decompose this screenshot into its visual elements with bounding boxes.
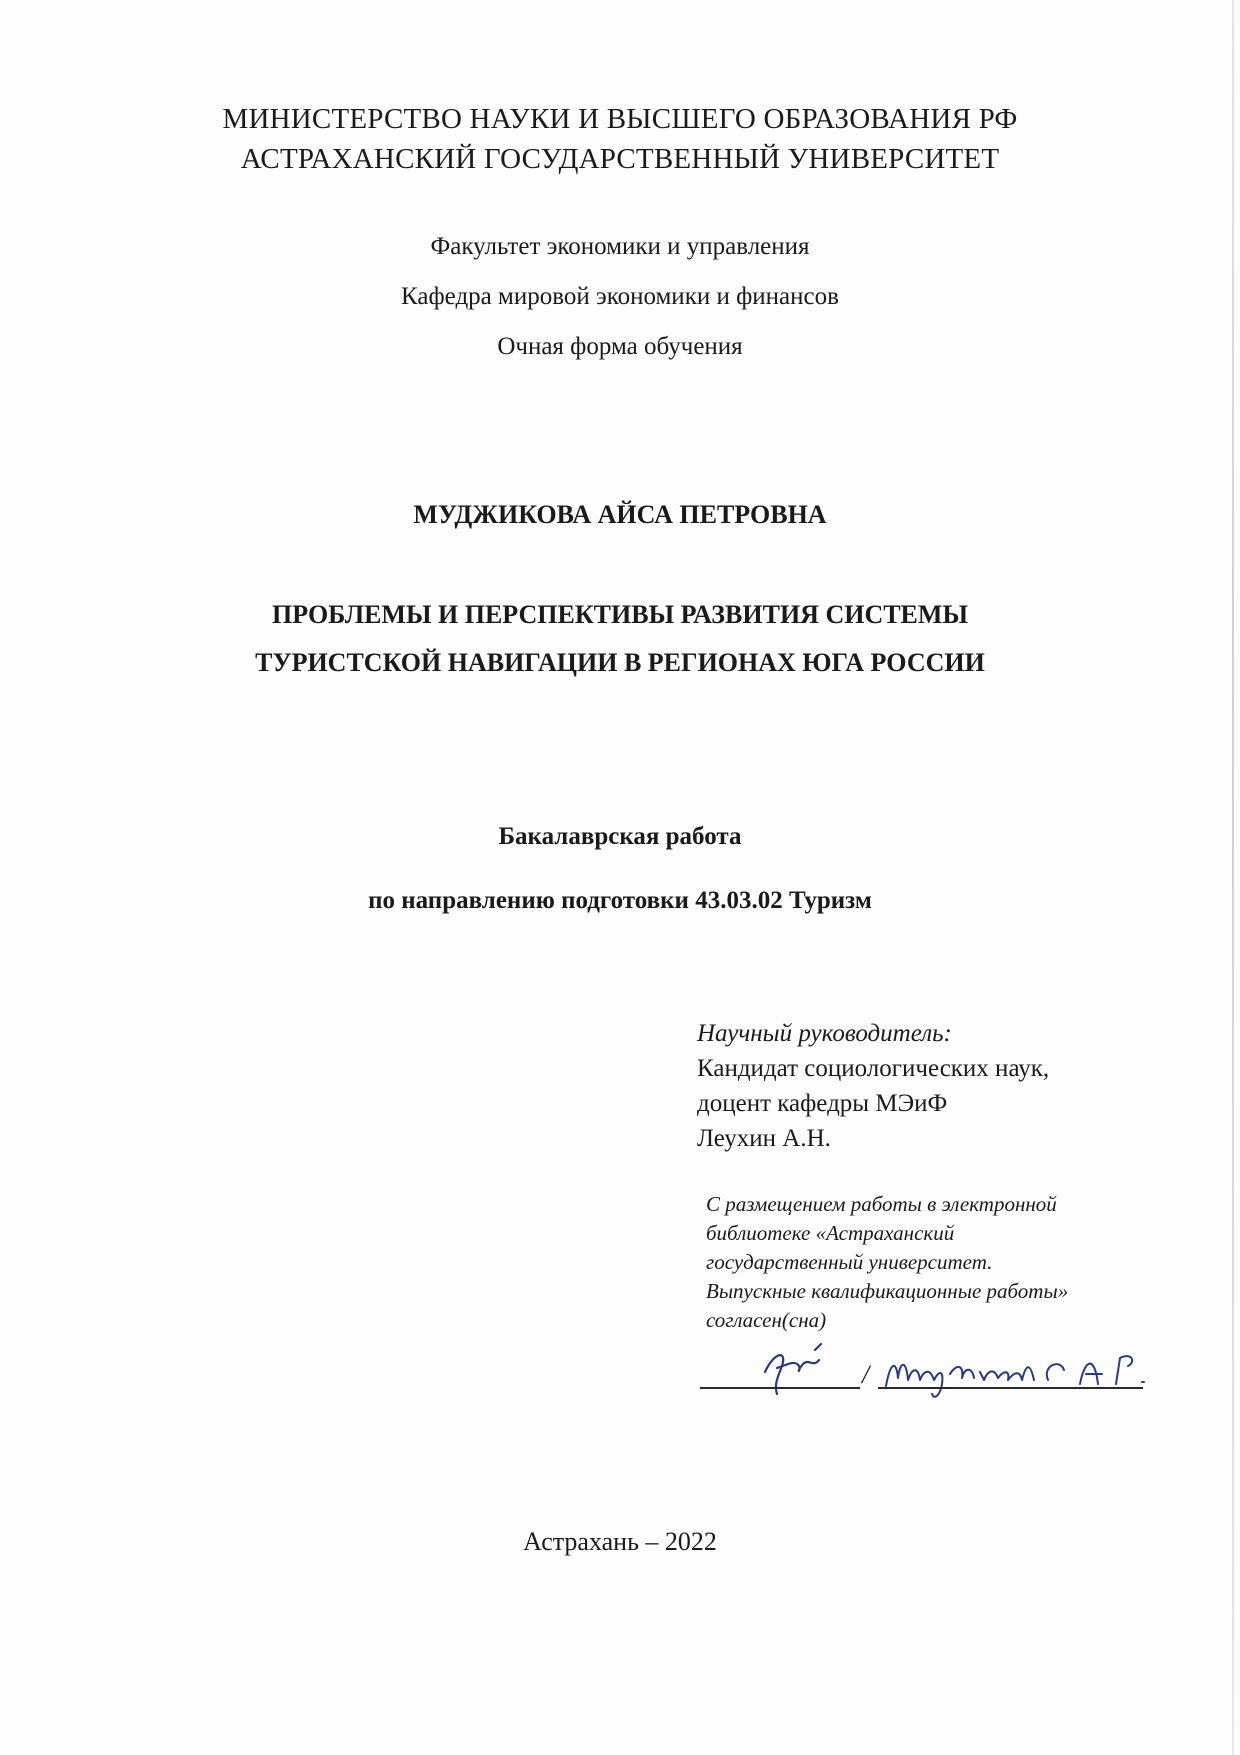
signature-area — [700, 1340, 1200, 1410]
signature-mark — [755, 1342, 835, 1405]
consent-line: Выпускные квалификационные работы» — [706, 1279, 1069, 1303]
ministry-heading: МИНИСТЕРСТВО НАУКИ И ВЫСШЕГО ОБРАЗОВАНИЯ РФ — [222, 103, 1018, 135]
faculty-line: Факультет экономики и управления — [430, 233, 810, 260]
advisor-position: доцент кафедры МЭиФ — [697, 1090, 948, 1117]
thesis-title-line-1: ПРОБЛЕМЫ И ПЕРСПЕКТИВЫ РАЗВИТИЯ СИСТЕМЫ — [272, 600, 968, 629]
department-line: Кафедра мировой экономики и финансов — [401, 283, 839, 310]
advisor-degree: Кандидат социологических наук, — [697, 1055, 1050, 1082]
consent-block — [706, 1190, 1068, 1335]
consent-line: библиотеке «Астраханский — [706, 1221, 955, 1245]
handwritten-name — [880, 1344, 1180, 1407]
advisor-name: Леухин А.Н. — [697, 1125, 831, 1152]
thesis-title-line-2: ТУРИСТСКОЙ НАВИГАЦИИ В РЕГИОНАХ ЮГА РОССИИ — [255, 648, 985, 677]
advisor-heading: Научный руководитель: — [697, 1020, 952, 1047]
name-underline — [878, 1387, 1143, 1389]
author-name: МУДЖИКОВА АЙСА ПЕТРОВНА — [413, 500, 827, 529]
signature-underline — [700, 1387, 860, 1389]
study-form-line: Очная форма обучения — [497, 333, 743, 360]
signature-separator: / — [862, 1360, 870, 1389]
advisor-block — [697, 1016, 1049, 1156]
work-type: Бакалаврская работа — [498, 823, 742, 850]
consent-line: государственный университет. — [706, 1250, 993, 1274]
study-direction: по направлению подготовки 43.03.02 Туризм — [368, 887, 872, 914]
consent-line: С размещением работы в электронной — [706, 1192, 1057, 1216]
university-heading: АСТРАХАНСКИЙ ГОСУДАРСТВЕННЫЙ УНИВЕРСИТЕТ — [240, 143, 1000, 175]
city-year: Астрахань – 2022 — [523, 1527, 717, 1556]
consent-line: согласен(сна) — [706, 1308, 827, 1332]
scan-edge — [1232, 0, 1234, 1755]
